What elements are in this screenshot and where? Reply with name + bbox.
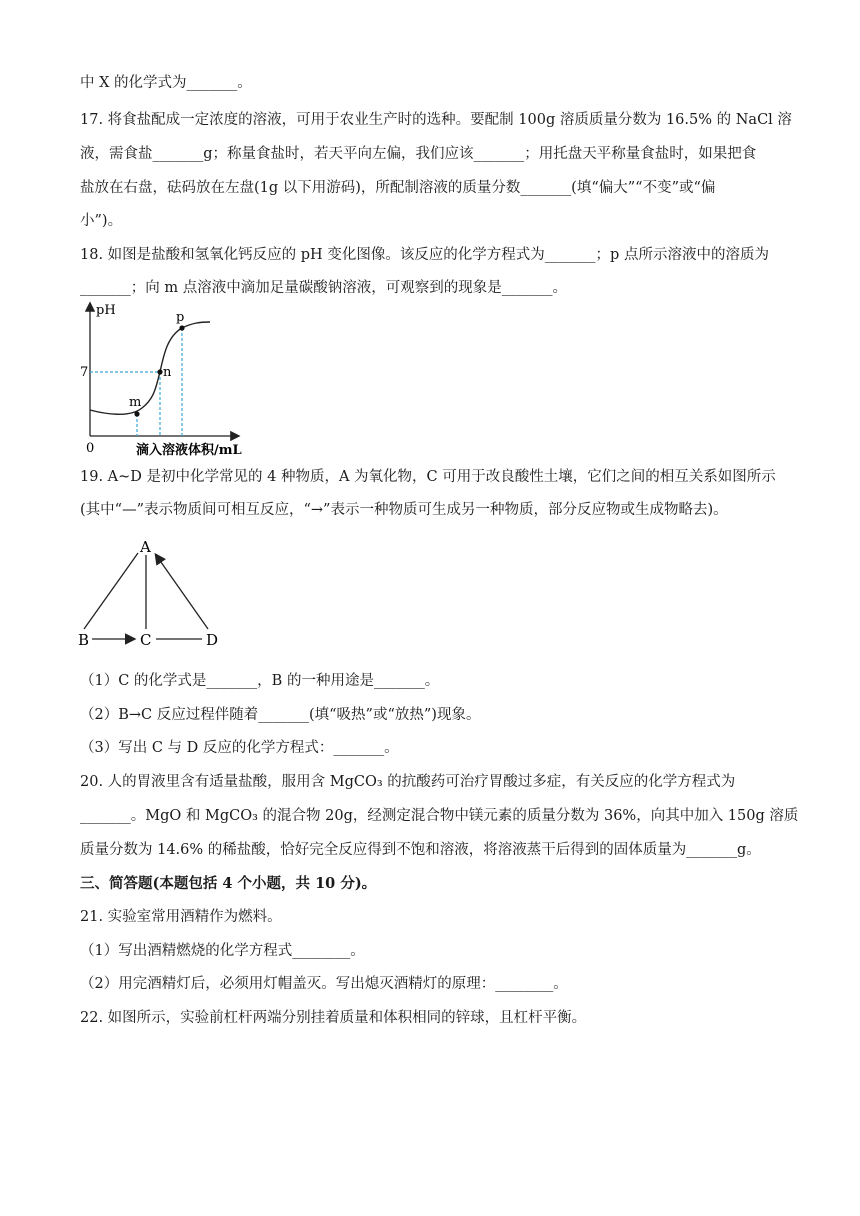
text-line-q17-4: 小”)。 bbox=[80, 213, 123, 229]
node-d: D bbox=[206, 631, 219, 649]
node-a: A bbox=[140, 538, 151, 556]
text-line-q19-sub1: （1）C 的化学式是_______，B 的一种用途是_______。 bbox=[80, 673, 440, 689]
x-axis-label: 滴入溶液体积/mL bbox=[136, 443, 242, 458]
section-heading-3: 三、简答题(本题包括 4 个小题，共 10 分)。 bbox=[80, 875, 377, 892]
text-line-q18-2: _______；向 m 点溶液中滴加足量碳酸钠溶液，可观察到的现象是_______。 bbox=[80, 280, 567, 296]
node-c: C bbox=[140, 631, 152, 649]
text-line-q16-end: 中 X 的化学式为_______。 bbox=[80, 75, 252, 91]
line-a-b bbox=[84, 553, 138, 629]
node-b: B bbox=[78, 631, 90, 649]
text-line-q21: 21. 实验室常用酒精作为燃料。 bbox=[80, 909, 282, 925]
text-line-q19-1: 19. A~D 是初中化学常见的 4 种物质，A 为氧化物，C 可用于改良酸性土壤，它们之间的相互关系如图所示 bbox=[80, 469, 776, 485]
text-line-q19-2: (其中“—”表示物质间可相互反应，“→”表示一种物质可生成另一种物质，部分反应物或生成物略去)。 bbox=[80, 502, 728, 518]
text-line-q18-1: 18. 如图是盐酸和氢氧化钙反应的 pH 变化图像。该反应的化学方程式为_______；p 点所示溶液中的溶质为 bbox=[80, 247, 769, 263]
point-m-marker bbox=[134, 411, 139, 416]
text-line-q17-1: 17. 将食盐配成一定浓度的溶液，可用于农业生产时的选种。要配制 100g 溶质质量分数为 16.5% 的 NaCl 溶 bbox=[80, 112, 792, 128]
text-line-q20-2: _______。MgO 和 MgCO₃ 的混合物 20g，经测定混合物中镁元素的质量分数为 36%，向其中加入 150g 溶质 bbox=[80, 808, 799, 824]
text-line-q17-2: 液，需食盐_______g；称量食盐时，若天平向左偏，我们应该_______；用托盘天平称量食盐时，如果把食 bbox=[80, 146, 757, 162]
point-m-label: m bbox=[129, 395, 142, 410]
arrow-d-to-a bbox=[156, 555, 208, 629]
ph-change-graph bbox=[80, 298, 270, 460]
point-p-label: p bbox=[176, 310, 185, 325]
text-line-q19-sub3: （3）写出 C 与 D 反应的化学方程式：_______。 bbox=[80, 740, 399, 756]
text-line-q21-sub2: （2）用完酒精灯后，必须用灯帽盖灭。写出熄灭酒精灯的原理：________。 bbox=[80, 976, 568, 992]
point-n-marker bbox=[157, 369, 162, 374]
y-axis-label: pH bbox=[96, 303, 116, 318]
text-line-q19-sub2: （2）B→C 反应过程伴随着_______(填“吸热”或“放热”)现象。 bbox=[80, 707, 481, 723]
relation-diagram bbox=[74, 535, 226, 653]
point-n-label: n bbox=[163, 365, 172, 380]
text-line-q22: 22. 如图所示，实验前杠杆两端分别挂着质量和体积相同的锌球，且杠杆平衡。 bbox=[80, 1010, 587, 1026]
ph-curve bbox=[90, 322, 210, 414]
text-line-q20-1: 20. 人的胃液里含有适量盐酸，服用含 MgCO₃ 的抗酸药可治疗胃酸过多症，有关反应的化学方程式为 bbox=[80, 774, 736, 790]
text-line-q17-3: 盐放在右盘，砝码放在左盘(1g 以下用游码)，所配制溶液的质量分数_______(填“偏大”“不变”或“偏 bbox=[80, 180, 716, 196]
point-p-marker bbox=[179, 325, 184, 330]
text-line-q21-sub1: （1）写出酒精燃烧的化学方程式________。 bbox=[80, 943, 365, 959]
text-line-q20-3: 质量分数为 14.6% 的稀盐酸，恰好完全反应得到不饱和溶液，将溶液蒸干后得到的固体质量为_______g。 bbox=[80, 842, 761, 858]
tick-label-7: 7 bbox=[80, 365, 89, 380]
origin-label: 0 bbox=[86, 441, 95, 456]
